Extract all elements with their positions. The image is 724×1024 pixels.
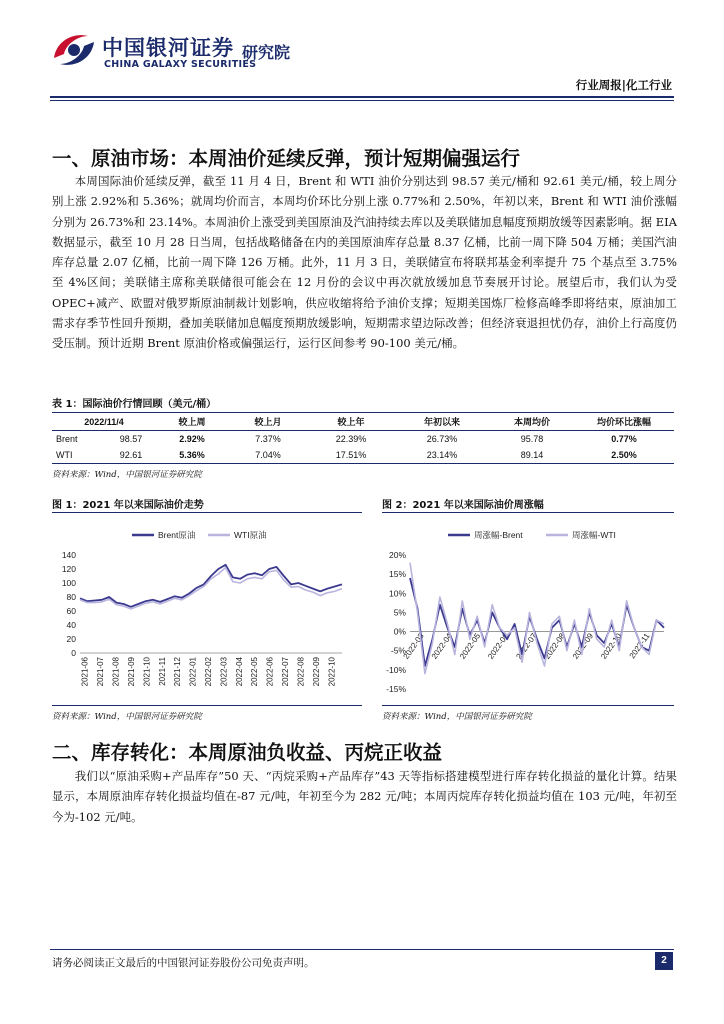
- footer-divider: [50, 949, 674, 950]
- footer-disclaimer: 请务必阅读正文最后的中国银河证券股份公司免责声明。: [52, 957, 315, 969]
- table-cell: 92.61: [119, 450, 143, 460]
- series-line-first: [410, 578, 664, 666]
- table-cell: 98.57: [119, 434, 143, 444]
- table-header-row: [52, 413, 674, 431]
- section-1-title: 一、原油市场：本周油价延续反弹，预计短期偏强运行: [52, 147, 521, 170]
- y-tick-label: 20: [66, 634, 76, 644]
- x-tick-label: 2022-07: [281, 657, 291, 687]
- brent-wti-price-chart: [52, 513, 362, 705]
- company-name-en: CHINA GALAXY SECURITIES: [104, 59, 257, 70]
- figure-1-title: 图 1：2021 年以来国际油价走势: [52, 500, 204, 511]
- table-cell-label: Brent: [56, 434, 78, 444]
- table-row: [52, 431, 674, 448]
- table-cell: 5.36%: [156, 447, 228, 464]
- table-cell: 2.92%: [179, 434, 205, 444]
- y-tick-label: -15%: [386, 684, 406, 694]
- x-tick-label: 2022-09: [311, 657, 321, 687]
- table-cell: 22.39%: [335, 434, 367, 444]
- x-tick-label: 2022-08: [296, 657, 306, 687]
- y-tick-label: 15%: [388, 569, 406, 580]
- oil-price-table: [52, 412, 674, 464]
- table-cell-label: WTI: [56, 450, 73, 460]
- table-1-title: 表 1：国际油价行情回顾（美元/桶）: [52, 399, 217, 410]
- y-tick-label: 140: [61, 550, 76, 560]
- table-cell: 26.73%: [426, 434, 458, 444]
- table-cell: 89.14: [490, 447, 574, 464]
- y-tick-label: 0%: [393, 626, 406, 637]
- x-tick-label: 2021-09: [126, 657, 136, 687]
- y-tick-label: 20%: [388, 550, 406, 560]
- series-line-second: [410, 563, 664, 674]
- y-tick-label: 40: [66, 620, 76, 630]
- x-tick-label: 2021-12: [173, 657, 183, 687]
- section-1-paragraph: 本周国际油价延续反弹，截至 11 月 4 日，Brent 和 WTI 油价分别达到 98.57 美元/桶和 92.61 美元/桶，较上周分别上涨 2.92%和 5.36%；就周均价而言，本周均价环比分别上涨 0.77%和 2.50%，年初以来，Brent 和 WTI 油价涨幅分别为 26.73%和 23.14%。本周油价上涨受到美国原油及汽油持续去库以及美联储加息幅度预期放缓等因素影响。据 EIA 数据显示，截至 10 月 28 日当周，包括战略储备在内的美国原油库存总量 8.37 亿桶，比前一周下降 504 万桶；美国汽油库存总量 2.07 亿桶，比前一周下降 126 万桶。此外，11 月 3 日，美联储宣布将联邦基金利率提升 75 个基点至 3.75%至 4%区间；美联储主席称美联储很可能会在 12 月份的会议中再次就放缓加息节奏展开讨论。展望后市，我们认为受 OPEC+减产、欧盟对俄罗斯原油制裁计划影响，供应收缩将给予油价支撑；短期美国炼厂检修高峰季即将结束，原油加工需求存季节性回升预期，叠加美联储加息幅度预期放缓影响，短期需求望边际改善；但经济衰退担忧仍存，油价上行高度仍受压制。预计近期 Brent 原油价格或偏强运行，运行区间参考 90-100 美元/桶。: [52, 174, 677, 351]
- x-tick-label: 2021-08: [111, 657, 121, 687]
- header-divider-thin: [50, 100, 674, 101]
- x-tick-label: 2021-11: [157, 657, 167, 686]
- y-tick-label: 60: [66, 606, 76, 616]
- table-cell: 0.77%: [611, 434, 637, 444]
- figure-1-frame: [52, 512, 362, 706]
- x-tick-label: 2022-10: [327, 657, 337, 687]
- table-header-cell: 年初以来: [394, 413, 490, 431]
- table-header-cell: 较上月: [228, 413, 308, 431]
- institute-label: 研究院: [242, 43, 291, 62]
- x-tick-label: 2022-05: [457, 631, 483, 661]
- x-tick-label: 2022-06: [265, 657, 275, 687]
- header-divider: [50, 96, 674, 98]
- legend-label: WTI原油: [234, 530, 267, 540]
- figure-2-frame: [382, 512, 674, 706]
- x-tick-label: 2021-06: [80, 657, 90, 687]
- page-number: 2: [655, 952, 673, 970]
- y-tick-label: 80: [66, 592, 76, 602]
- y-tick-label: 5%: [393, 607, 406, 618]
- series-line-first: [80, 565, 342, 607]
- x-tick-label: 2022-05: [250, 657, 260, 687]
- figure-2-title: 图 2：2021 年以来国际油价周涨幅: [382, 500, 544, 511]
- table-header-cell: 本周均价: [490, 413, 574, 431]
- figure-1-source: 资料来源：Wind，中国银河证券研究院: [52, 712, 202, 722]
- section-2-paragraph: 我们以“原油采购+产品库存”50 天、“丙烷采购+产品库存”43 天等指标搭建模型进行库存转化损益的量化计算。结果显示，本周原油库存转化损益均值在-87 元/吨，年初至今为 282 元/吨；本周丙烷库存转化损益均值在 103 元/吨，年初至今为-102 元/吨。: [52, 769, 677, 824]
- y-tick-label: -5%: [390, 645, 406, 656]
- table-cell: 7.04%: [228, 447, 308, 464]
- y-tick-label: -10%: [386, 664, 406, 675]
- table-1-source: 资料来源：Wind，中国银河证券研究院: [52, 470, 202, 480]
- galaxy-logo-icon: [50, 28, 98, 72]
- section-2-title: 二、库存转化：本周原油负收益、丙烷正收益: [52, 741, 443, 764]
- x-tick-label: 2022-02: [204, 657, 213, 687]
- table-cell: 95.78: [520, 434, 544, 444]
- x-tick-label: 2022-01: [188, 657, 198, 687]
- x-tick-label: 2022-04: [429, 631, 454, 661]
- table-header-cell: 较上周: [156, 413, 228, 431]
- y-tick-label: 10%: [388, 588, 406, 599]
- x-tick-label: 2022-08: [542, 631, 567, 661]
- table-cell: 2.50%: [574, 447, 674, 464]
- x-tick-label: 2022-03: [219, 657, 229, 687]
- x-tick-label: 2022-10: [599, 631, 624, 661]
- y-tick-label: 100: [61, 578, 76, 588]
- x-tick-label: 2021-10: [142, 657, 152, 687]
- table-row: [52, 447, 674, 464]
- x-tick-label: 2022-11: [627, 631, 652, 661]
- table-cell: 17.51%: [308, 447, 394, 464]
- x-tick-label: 2022-09: [570, 631, 596, 661]
- y-tick-label: 120: [61, 564, 76, 574]
- x-tick-label: 2022-04: [234, 657, 244, 687]
- legend-label: 周涨幅-WTI: [572, 530, 616, 540]
- company-name-cn: 中国银河证券: [102, 36, 234, 60]
- y-tick-label: 0: [71, 648, 76, 658]
- table-header-cell: 2022/11/4: [52, 413, 156, 431]
- table-header-cell: 较上年: [308, 413, 394, 431]
- x-tick-label: 2022-07: [514, 631, 539, 661]
- table-cell: 7.37%: [255, 434, 281, 444]
- report-type: 行业周报|化工行业: [575, 78, 672, 92]
- legend-label: Brent原油: [158, 530, 196, 540]
- figure-2-source: 资料来源：Wind，中国银河证券研究院: [382, 712, 532, 722]
- weekly-change-chart: [382, 513, 674, 705]
- table-cell: 23.14%: [394, 447, 490, 464]
- x-tick-label: 2022-06: [486, 631, 511, 661]
- x-tick-label: 2022-03: [401, 631, 426, 661]
- x-tick-label: 2021-07: [96, 657, 106, 687]
- legend-label: 周涨幅-Brent: [474, 530, 523, 540]
- table-header-cell: 均价环比涨幅: [574, 413, 674, 431]
